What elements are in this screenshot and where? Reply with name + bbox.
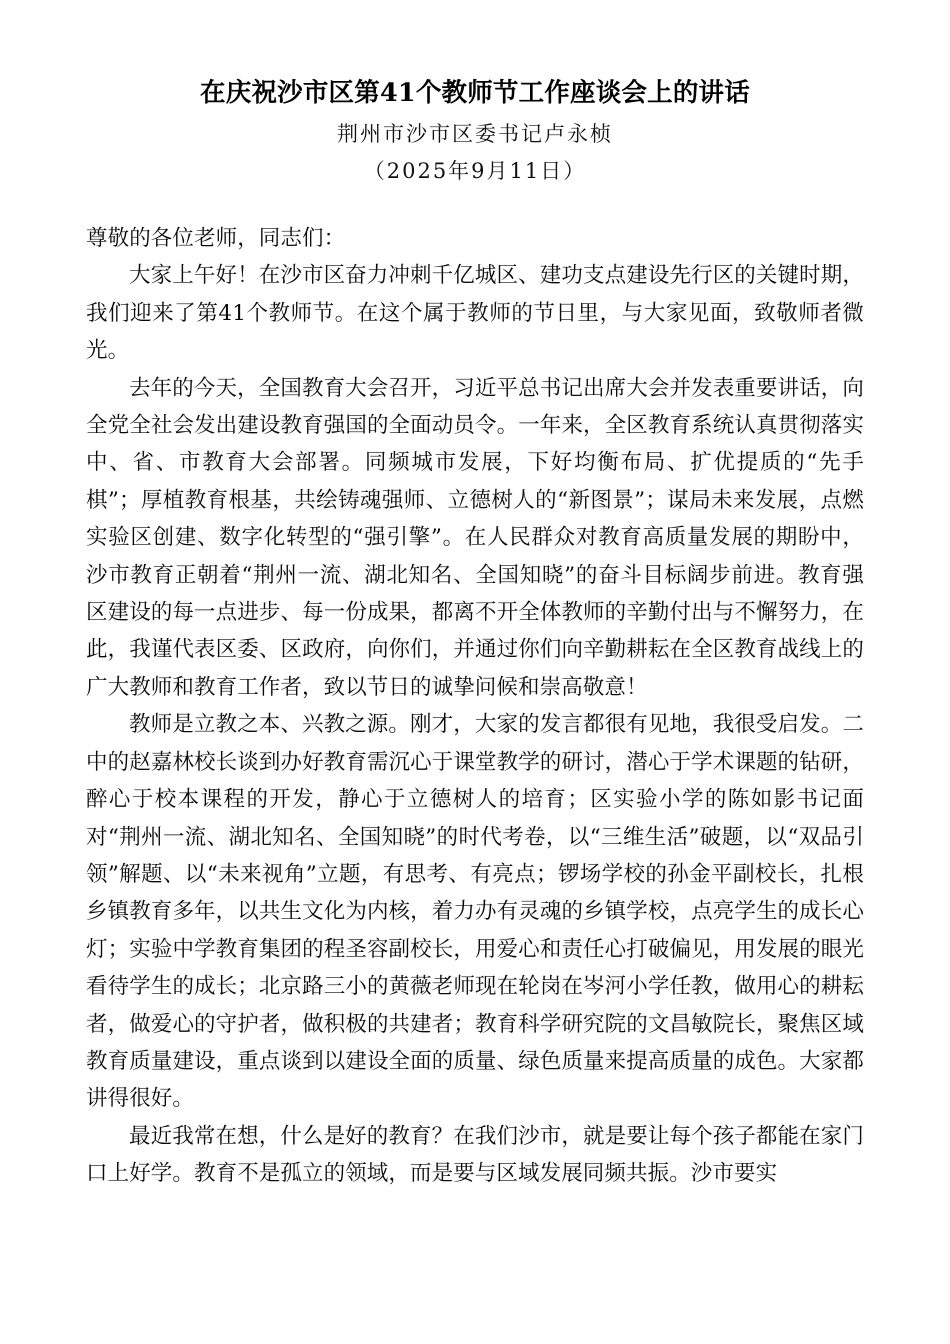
paragraph-review: 去年的今天，全国教育大会召开，习近平总书记出席大会并发表重要讲话，向全党全社会发出建设教育强国的全面动员令。一年来，全区教育系统认真贯彻落实中、省、市教育大会部署。同频城市发展，下好均衡布局、扩优提质的“先手棋”；厚植教育根基，共绘铸魂强师、立德树人的“新图景”；谋局未来发展，点燃实验区创建、数字化转型的“强引擎”。在人民群众对教育高质量发展的期盼中，沙市教育正朝着“荆州一流、湖北知名、全国知晓”的奋斗目标阔步前进。教育强区建设的每一点进步、每一份成果，都离不开全体教师的辛勤付出与不懈努力，在此，我谨代表区委、区政府，向你们，并通过你们向辛勤耕耘在全区教育战线上的广大教师和教育工作者，致以节日的诚挚问候和崇高敬意！ xyxy=(86,375,864,700)
paragraph-speakers: 教师是立教之本、兴教之源。刚才，大家的发言都很有见地，我很受启发。二中的赵嘉林校长谈到办好教育需沉心于课堂教学的研讨，潜心于学术课题的钻研，醉心于校本课程的开发，静心于立德树人的培育；区实验小学的陈如影书记面对“荆州一流、湖北知名、全国知晓”的时代考卷，以“三维生活”破题，以“双品引领”解题、以“未来视角”立题，有思考、有亮点；锣场学校的孙金平副校长，扎根乡镇教育多年，以共生文化为内核，着力办有灵魂的乡镇学校，点亮学生的成长心灯；实验中学教育集团的程圣容副校长，用爱心和责任心打破偏见，用发展的眼光看待学生的成长；北京路三小的黄薇老师现在轮岗在岑河小学任教，做用心的耕耘者，做爱心的守护者，做积极的共建者；教育科学研究院的文昌敏院长，聚焦区域教育质量建设，重点谈到以建设全面的质量、绿色质量来提高质量的成色。大家都讲得很好。 xyxy=(86,712,864,1112)
document-author: 荆州市沙市区委书记卢永桢 xyxy=(337,122,613,146)
document-content xyxy=(86,220,864,1193)
document-body xyxy=(86,74,864,1193)
paragraph-reflection: 最近我常在想，什么是好的教育？在我们沙市，就是要让每个孩子都能在家门口上好学。教育不是孤立的领域，而是要与区域发展同频共振。沙市要实 xyxy=(86,1123,864,1187)
paragraph-salutation: 尊敬的各位老师，同志们： xyxy=(86,226,346,251)
document-date: （2025年9月11日） xyxy=(363,159,587,183)
paragraph-greeting: 大家上午好！在沙市区奋力冲刺千亿城区、建功支点建设先行区的关键时期，我们迎来了第41个教师节。在这个属于教师的节日里，与大家见面，致敬师者微光。 xyxy=(86,263,864,364)
page-title: 在庆祝沙市区第41个教师节工作座谈会上的讲话 xyxy=(200,78,750,108)
